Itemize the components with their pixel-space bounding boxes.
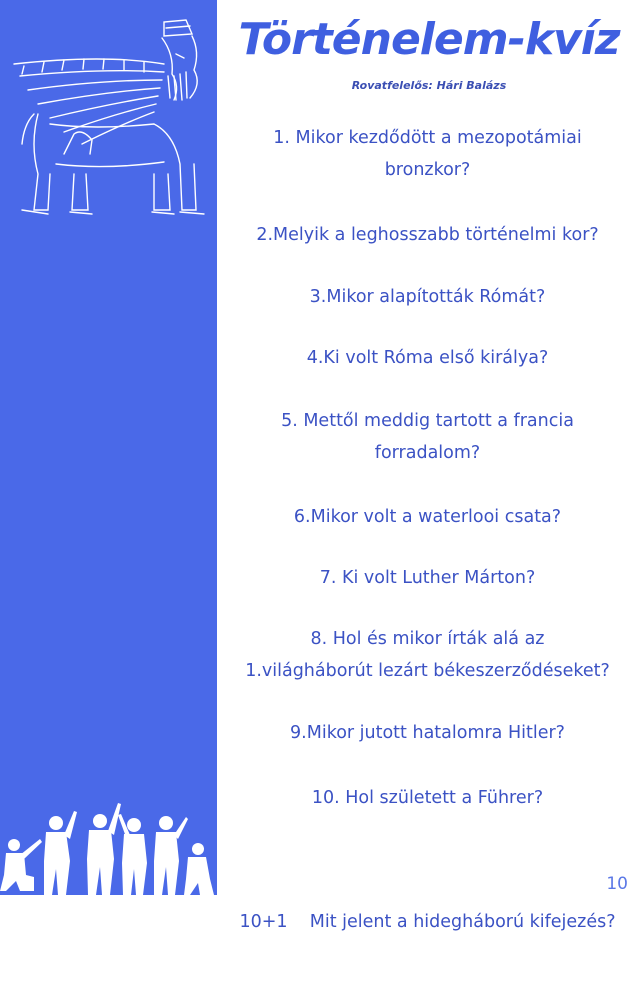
question-line: 1. Mikor kezdődött a mezopotámiai xyxy=(273,128,582,148)
question-line: 3.Mikor alapították Rómát? xyxy=(309,287,546,307)
question-6 xyxy=(219,501,636,533)
soldiers-silhouette-icon xyxy=(0,795,217,900)
question-7 xyxy=(219,562,636,594)
question-line: 10+1 Mit jelent a hidegháború kifejezés? xyxy=(239,912,616,932)
question-line: bronzkor? xyxy=(384,160,471,180)
question-line: 2.Melyik a leghosszabb történelmi kor? xyxy=(256,225,599,245)
question-10 xyxy=(219,782,636,814)
question-9 xyxy=(219,717,636,749)
question-line: 8. Hol és mikor írták alá az xyxy=(310,629,545,649)
question-11 xyxy=(219,842,636,1002)
question-8 xyxy=(219,623,636,687)
question-line: 6.Mikor volt a waterlooi csata? xyxy=(293,507,562,527)
question-line: 7. Ki volt Luther Márton? xyxy=(319,568,536,588)
question-line: 1.világháborút lezárt békeszerződéseket? xyxy=(245,661,610,681)
question-5 xyxy=(219,405,636,469)
question-3 xyxy=(219,281,636,313)
lamassu-icon xyxy=(4,14,214,219)
question-line: forradalom? xyxy=(374,443,481,463)
page-number: 10 xyxy=(606,874,628,894)
question-1 xyxy=(219,122,636,186)
question-line: 9.Mikor jutott hatalomra Hitler? xyxy=(290,723,565,743)
question-line: 10. Hol született a Führer? xyxy=(311,788,544,808)
question-2 xyxy=(219,219,636,251)
question-4 xyxy=(219,342,636,374)
page-title: Történelem-kvíz xyxy=(238,14,620,65)
sidebar xyxy=(0,0,217,900)
column-editor: Rovatfelelős: Hári Balázs xyxy=(351,79,507,92)
question-line: 4.Ki volt Róma első királya? xyxy=(306,348,549,368)
question-line: 5. Mettől meddig tartott a francia xyxy=(281,411,574,431)
